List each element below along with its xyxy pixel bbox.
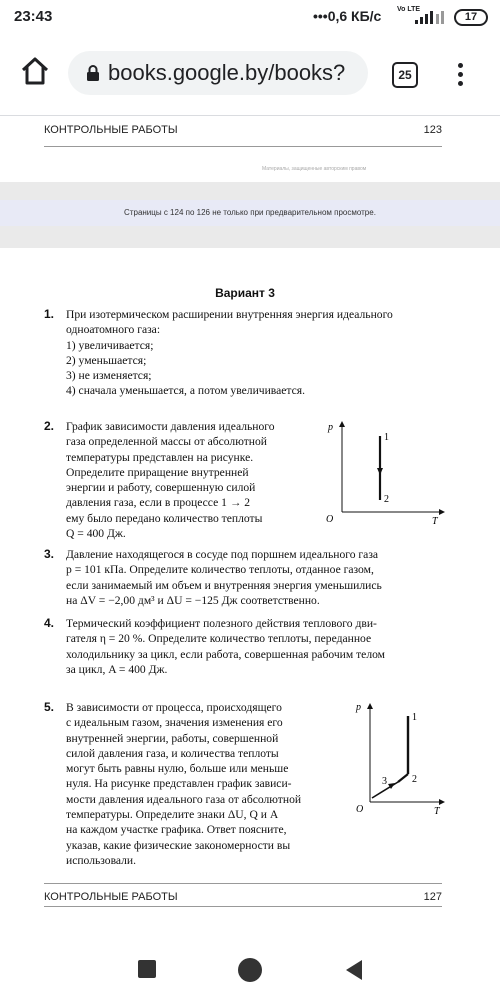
preview-notice: Страницы с 124 по 126 не только при предварительном просмотре. <box>0 200 500 226</box>
lock-icon <box>86 65 100 81</box>
pressure-temperature-graph-1 <box>320 416 450 528</box>
task-line: энергии и работу, совершенную силой <box>66 481 256 495</box>
task-line: Q = 400 Дж. <box>66 527 126 541</box>
task-line: График зависимости давления идеального <box>66 420 275 433</box>
task-number: 3. <box>44 547 55 561</box>
task-line: p = 101 кПа. Определите количество теплоты, отданное газом, <box>66 563 374 577</box>
task-line: ему было передано количество теплоты <box>66 511 263 525</box>
point-label-1: 1 <box>384 432 389 443</box>
footer-bottom-rule <box>44 906 442 907</box>
url-text: books.google.by/books? <box>108 60 346 85</box>
task-line: мости давления идеального газа от абсолютной <box>66 792 302 806</box>
task-line: При изотермическом расширении внутренняя энергия идеального <box>66 308 393 321</box>
recent-apps-icon[interactable] <box>138 960 156 978</box>
page-header-title: КОНТРОЛЬНЫЕ РАБОТЫ <box>44 124 178 136</box>
more-menu-icon[interactable] <box>452 61 468 89</box>
address-bar[interactable] <box>68 51 368 95</box>
process-line-2-bend <box>398 774 408 782</box>
task-line: внутренней энергии, работы, совершенной <box>66 731 279 745</box>
footer-rule <box>44 883 442 884</box>
browser-toolbar <box>0 34 500 116</box>
battery-icon: 17 <box>454 9 488 26</box>
status-bar <box>0 0 500 34</box>
x-axis-label: T <box>434 806 440 817</box>
task-option: 2) уменьшается; <box>66 353 147 367</box>
task-line: на ΔV = −2,00 дм³ и ΔU = −125 Дж соответственно. <box>66 593 320 607</box>
task-line: В зависимости от процесса, происходящего <box>66 701 282 714</box>
task-line: нуля. На рисунке представлен график зависи- <box>66 777 292 791</box>
page-header-number: 123 <box>423 124 442 136</box>
system-nav-bar <box>0 942 500 1000</box>
volte-indicator: Vo LTE <box>397 6 421 13</box>
direction-arrow <box>377 468 383 475</box>
clock: 23:43 <box>14 8 53 25</box>
task-line: одноатомного газа: <box>66 323 161 337</box>
task-number: 5. <box>44 700 55 714</box>
point-label-2: 2 <box>384 494 389 505</box>
y-axis-label: p <box>328 422 333 433</box>
point-label-2: 2 <box>412 774 417 785</box>
point-label-1: 1 <box>412 712 417 723</box>
header-rule <box>44 146 442 147</box>
y-axis-label: p <box>356 702 361 713</box>
home-circle-icon[interactable] <box>238 958 262 982</box>
task-line: на каждом участке графика. Ответ поясните, <box>66 823 287 837</box>
task-line: газа определенной массы от абсолютной <box>66 435 267 449</box>
task-number: 1. <box>44 307 55 321</box>
task-line: температуры представлен на рисунке. <box>66 450 254 464</box>
page-header <box>44 124 442 136</box>
task-line: если занимаемый им объем и внутренняя энергия уменьшились <box>66 578 382 592</box>
task-line: использовали. <box>66 853 137 867</box>
task-option: 4) сначала уменьшается, а потом увеличивается. <box>66 384 306 398</box>
task-number: 4. <box>44 616 55 630</box>
task-line: могут быть равны нулю, больше или меньше <box>66 762 289 776</box>
page-footer-title: КОНТРОЛЬНЫЕ РАБОТЫ <box>44 891 178 903</box>
copyright-watermark: Материалы, защищенные авторским правом <box>262 166 367 172</box>
task-line: давления газа, если в процессе 1 → 2 <box>66 496 251 510</box>
signal-icon <box>415 10 445 24</box>
home-icon[interactable] <box>20 56 50 86</box>
pressure-temperature-graph-2 <box>352 698 450 820</box>
task-line: Давление находящегося в сосуде под поршнем идеального газа <box>66 548 379 561</box>
back-icon[interactable] <box>344 958 364 982</box>
point-label-3: 3 <box>382 776 387 787</box>
network-speed: •••0,6 КБ/с <box>313 8 382 24</box>
task-line: гателя η = 20 %. Определите количество теплоты, переданное <box>66 632 372 646</box>
task-line: Термический коэффициент полезного действия теплового дви- <box>66 617 377 630</box>
tab-switcher-button[interactable]: 25 <box>392 62 418 88</box>
task-line: Определите приращение внутренней <box>66 465 249 479</box>
task-line: за цикл, A = 400 Дж. <box>66 662 168 676</box>
page-footer-number: 127 <box>423 891 442 903</box>
task-line: температуры. Определите знаки ΔU, Q и A <box>66 808 279 822</box>
variant-title: Вариант 3 <box>215 286 275 300</box>
task-line: указав, какие физические закономерности вы <box>66 838 291 852</box>
task-line: силой давления газа, и количества теплоты <box>66 746 279 760</box>
task-number: 2. <box>44 419 55 433</box>
page-footer <box>44 891 442 903</box>
origin-label: O <box>356 804 364 815</box>
task-option: 1) увеличивается; <box>66 338 154 352</box>
origin-label: O <box>326 514 334 525</box>
task-line: холодильнику за цикл, если работа, совершенная рабочим телом <box>66 647 386 661</box>
task-option: 3) не изменяется; <box>66 369 152 383</box>
task-line: с идеальным газом, значения изменения его <box>66 716 283 730</box>
x-axis-label: T <box>432 516 438 527</box>
